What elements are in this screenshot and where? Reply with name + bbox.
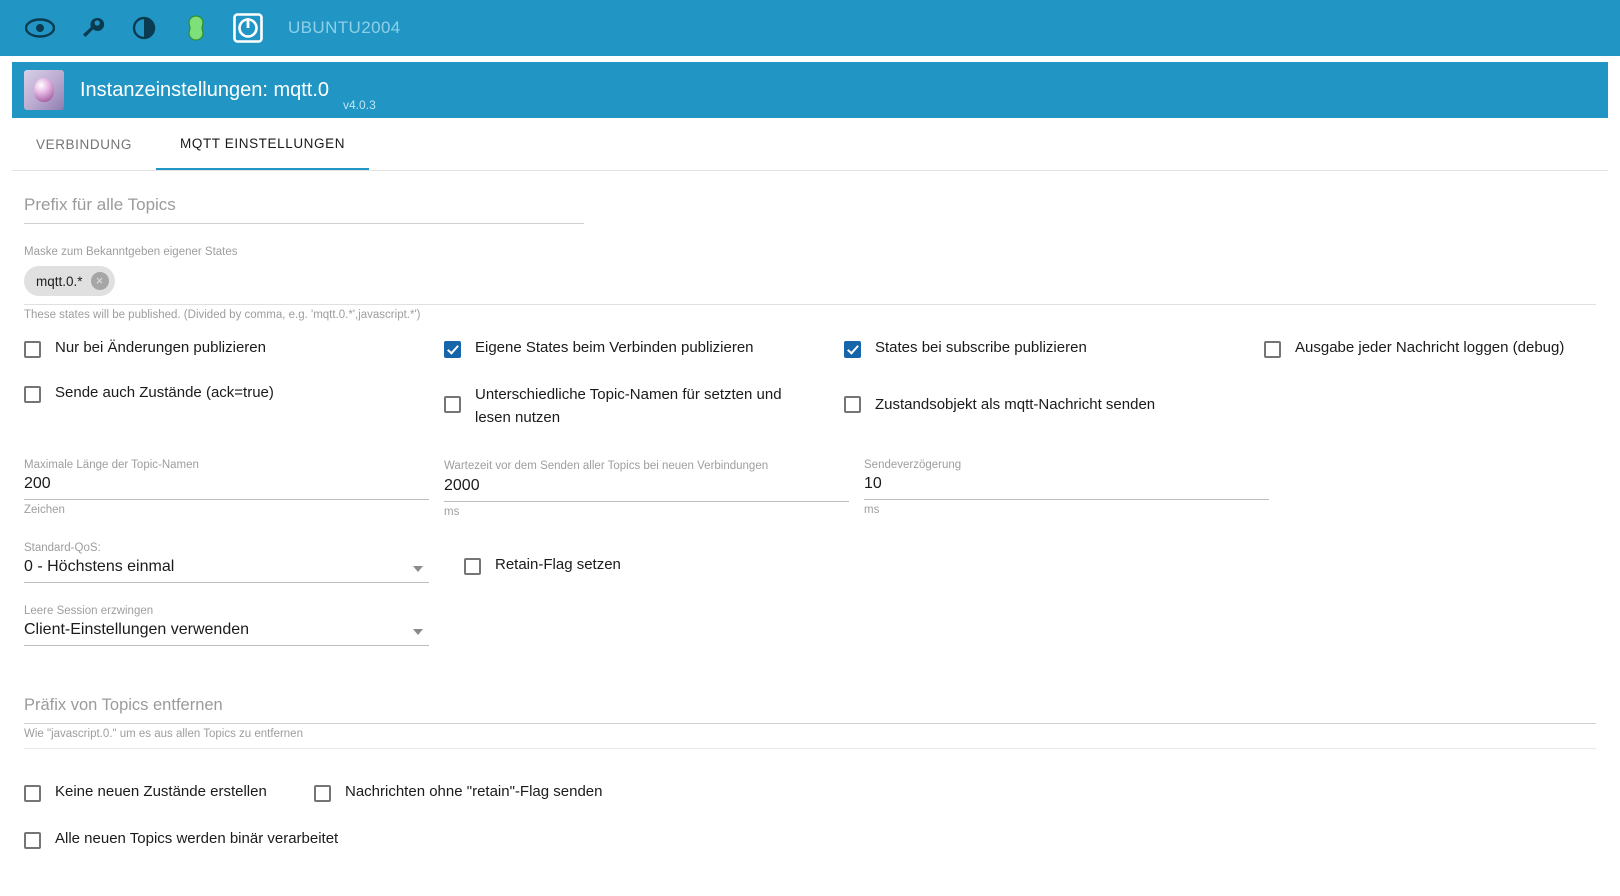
checkbox-send-without-retain[interactable]	[314, 783, 1596, 802]
mask-chip-label: mqtt.0.*	[36, 273, 83, 289]
field-unit: ms	[444, 506, 460, 519]
checkbox-label: States bei subscribe publizieren	[875, 339, 1087, 356]
checkbox-box[interactable]	[464, 558, 481, 575]
checkbox-box[interactable]	[24, 386, 41, 403]
numeric-fields-row	[24, 459, 1596, 518]
remove-prefix-helper: Wie "javascript.0." um es aus allen Topics zu entfernen	[24, 724, 1596, 749]
select-clean-session[interactable]	[24, 605, 429, 646]
remove-prefix-input[interactable]: Präfix von Topics entfernen	[24, 686, 1596, 724]
checkbox-box[interactable]	[24, 785, 41, 802]
checkbox-box[interactable]	[844, 396, 861, 413]
checkbox-label: Alle neuen Topics werden binär verarbeitet	[55, 830, 339, 848]
select-label: Standard-QoS:	[24, 542, 101, 555]
wrench-icon[interactable]	[70, 8, 114, 48]
tab-verbindung[interactable]: VERBINDUNG	[36, 136, 133, 152]
field-send-interval[interactable]	[864, 459, 1269, 518]
select-value[interactable]: Client-Einstellungen verwenden	[24, 619, 429, 646]
checkbox-label: Eigene States beim Verbinden publizieren	[475, 339, 754, 356]
page-title: Instanzeinstellungen: mqtt.0	[80, 78, 330, 101]
checkbox-label: Ausgabe jeder Nachricht loggen (debug)	[1295, 339, 1565, 356]
checkbox-no-new-states[interactable]	[24, 783, 314, 802]
field-label: Wartezeit vor dem Senden aller Topics bei neuen Verbindungen	[444, 460, 769, 472]
checkbox-binary-topics[interactable]	[24, 830, 1596, 849]
checkbox-box[interactable]	[444, 341, 461, 358]
prefix-field[interactable]	[24, 185, 584, 224]
checkbox-send-state-object[interactable]	[844, 384, 1264, 417]
power-icon[interactable]	[226, 8, 270, 48]
select-label: Leere Session erzwingen	[24, 605, 154, 618]
system-topbar	[0, 0, 1620, 56]
checkbox-label: Unterschiedliche Topic-Namen für setzten und lesen nutzen	[475, 386, 782, 426]
checkbox-label: Sende auch Zustände (ack=true)	[55, 384, 274, 401]
checkbox-send-ack-states[interactable]	[24, 384, 444, 403]
checkbox-box[interactable]	[1264, 341, 1281, 358]
select-default-qos[interactable]	[24, 542, 429, 583]
adapter-version: v4.0.3	[343, 98, 376, 112]
instance-settings-page	[0, 62, 1620, 849]
field-label: Sendeverzögerung	[864, 459, 962, 471]
tab-bar	[12, 118, 1608, 171]
checkbox-publish-own-states-on-connect[interactable]	[444, 339, 844, 358]
settings-form	[0, 171, 1620, 849]
field-max-topic-length[interactable]	[24, 459, 429, 518]
system-hostname: UBUNTU2004	[288, 18, 401, 37]
max-topic-length-input[interactable]: 200	[24, 473, 429, 500]
session-row	[24, 605, 1596, 646]
checkbox-box[interactable]	[24, 832, 41, 849]
qos-row	[24, 542, 1596, 583]
mask-label: Maske zum Bekanntgeben eigener States	[24, 246, 238, 258]
mask-chip[interactable]	[24, 266, 115, 296]
contrast-icon[interactable]	[122, 8, 166, 48]
checkbox-label: Keine neuen Zustände erstellen	[55, 783, 267, 801]
remove-prefix-field	[24, 686, 1596, 749]
checkbox-row-2	[24, 384, 1596, 429]
checkbox-row-last	[24, 830, 1596, 849]
tab-mqtt-einstellungen[interactable]: MQTT EINSTELLUNGEN	[156, 118, 369, 170]
adapter-logo-icon	[24, 70, 64, 110]
brain-icon[interactable]	[174, 8, 218, 48]
select-value[interactable]: 0 - Höchstens einmal	[24, 556, 429, 583]
checkbox-publish-states-on-subscribe[interactable]	[844, 339, 1264, 358]
checkbox-box[interactable]	[314, 785, 331, 802]
checkbox-label: Nachrichten ohne "retain"-Flag senden	[345, 783, 603, 801]
checkbox-set-retain-flag[interactable]	[464, 542, 1596, 583]
checkbox-different-topic-names[interactable]	[444, 384, 844, 429]
prefix-input[interactable]: Prefix für alle Topics	[24, 185, 584, 224]
checkbox-box[interactable]	[444, 396, 461, 413]
mask-chip-row[interactable]	[24, 260, 1596, 305]
field-label: Maximale Länge der Topic-Namen	[24, 459, 199, 471]
checkbox-row-bottom	[24, 767, 1596, 802]
chevron-down-icon[interactable]	[413, 629, 423, 635]
mask-helper-text: These states will be published. (Divided by comma, e.g. 'mqtt.0.*',javascript.*')	[24, 309, 421, 321]
checkbox-label: Nur bei Änderungen publizieren	[55, 339, 266, 356]
checkbox-publish-only-on-change[interactable]	[24, 339, 444, 358]
field-send-delay-on-connect[interactable]	[444, 459, 849, 518]
checkbox-box[interactable]	[24, 341, 41, 358]
checkbox-label: Retain-Flag setzen	[495, 556, 621, 574]
send-delay-on-connect-input[interactable]: 2000	[444, 475, 849, 502]
chevron-down-icon[interactable]	[413, 566, 423, 572]
send-interval-input[interactable]: 10	[864, 473, 1269, 500]
close-icon[interactable]: ×	[91, 272, 109, 290]
checkbox-label: Zustandsobjekt als mqtt-Nachricht senden	[875, 396, 1156, 413]
eye-icon[interactable]	[18, 8, 62, 48]
checkbox-box[interactable]	[844, 341, 861, 358]
instance-header	[12, 62, 1608, 118]
checkbox-log-every-message[interactable]	[1264, 339, 1596, 358]
checkbox-row-1	[24, 339, 1596, 358]
field-unit: Zeichen	[24, 504, 65, 516]
mask-field	[24, 246, 1596, 321]
field-unit: ms	[864, 504, 880, 516]
